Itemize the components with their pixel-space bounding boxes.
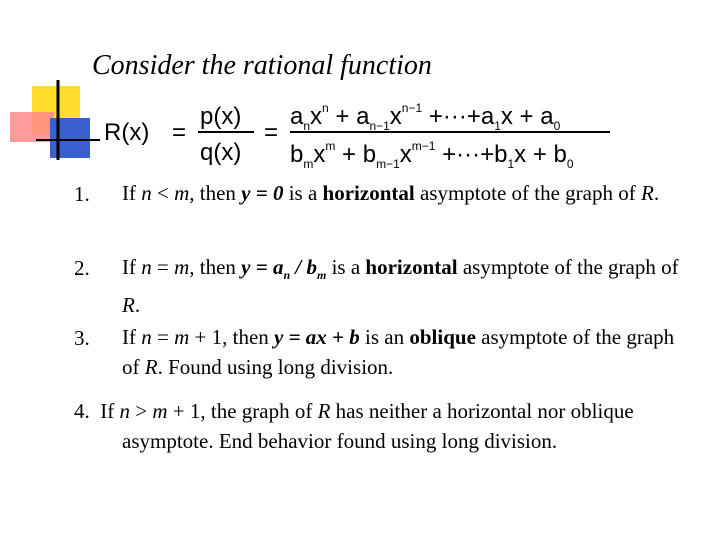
- equals-sign-1: =: [172, 119, 187, 146]
- item-1-text: If n < m, then y = 0 is a horizontal asymptote of the graph of R.: [122, 181, 660, 205]
- slide-title: Consider the rational function: [92, 50, 432, 81]
- item-4-text: 4. If n > m + 1, the graph of R has neither a horizontal nor oblique asymptote. End behavior found using long division.: [74, 399, 634, 453]
- numerator: [290, 101, 561, 133]
- equals-sign-2: =: [264, 119, 279, 146]
- svg-text:anxn + an−1xn−1 +···+a1x + a0: $a_nx^n + a_{n-1}x^{n-1} +\cdot\cdot\cdot+a_1x + a_0$: [290, 101, 561, 133]
- item-2-text: If n = m, then $y = a_n / b_m$ is a horizontal asymptote of the graph of R.: [122, 255, 679, 318]
- formula-lhs: R(x): [104, 119, 150, 146]
- item-3-number: 3.: [74, 326, 90, 350]
- rational-function-formula: [104, 96, 664, 176]
- svg-text:bmxm + bm−1xm−1 +···+b1x + b0: $b_mx^m + b_{m-1}x^{m-1} +\cdot\cdot\cdot+b_1x + b_0$: [290, 139, 574, 171]
- red-square: [10, 112, 54, 142]
- item-1-number: 1.: [74, 182, 90, 206]
- denominator: [290, 139, 574, 171]
- q-of-x: q(x): [200, 139, 242, 166]
- item-2-number: 2.: [74, 256, 90, 280]
- blue-square: [50, 118, 90, 158]
- decorative-squares: [0, 0, 110, 170]
- item-3-text: If n = m + 1, then y = ax + b is an oblique asymptote of the graph of R. Found using long division.: [122, 325, 675, 379]
- item-4-number: 4.: [74, 399, 90, 423]
- p-of-x: p(x): [200, 103, 242, 130]
